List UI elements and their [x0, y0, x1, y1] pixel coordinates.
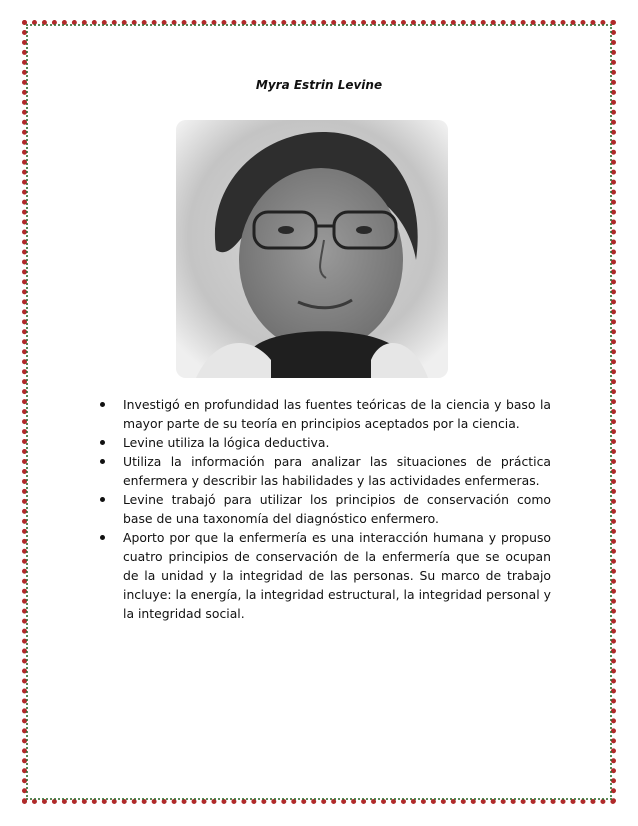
list-item-text: Aporto por que la enfermería es una interacción humana y propuso cuatro principios de conservación de la enfermería que se ocupan de la unidad y la integridad de las personas. Su marco de trabajo incluye: la energía, la integridad estructural, la integridad personal y la integridad social.: [123, 530, 551, 621]
bullet-icon: [100, 535, 105, 540]
list-item: [96, 452, 551, 490]
list-item-text: Levine utiliza la lógica deductiva.: [123, 435, 330, 450]
portrait-illustration: [176, 120, 448, 378]
bullet-list: [96, 395, 551, 623]
page-title: Myra Estrin Levine: [255, 78, 383, 92]
bullet-icon: [100, 497, 105, 502]
bullet-icon: [100, 440, 105, 445]
list-item: [96, 528, 551, 623]
list-item-text: Levine trabajó para utilizar los principios de conservación como base de una taxonomía del diagnóstico enfermero.: [123, 492, 551, 526]
list-item-text: Investigó en profundidad las fuentes teóricas de la ciencia y baso la mayor parte de su teoría en principios aceptados por la ciencia.: [123, 397, 551, 431]
bullet-icon: [100, 402, 105, 407]
list-item: [96, 490, 551, 528]
portrait-photo: [176, 120, 448, 378]
list-item: [96, 395, 551, 433]
list-item-text: Utiliza la información para analizar las situaciones de práctica enfermera y describir las habilidades y las actividades enfermeras.: [123, 454, 551, 488]
bullet-icon: [100, 459, 105, 464]
list-item: [96, 433, 551, 452]
